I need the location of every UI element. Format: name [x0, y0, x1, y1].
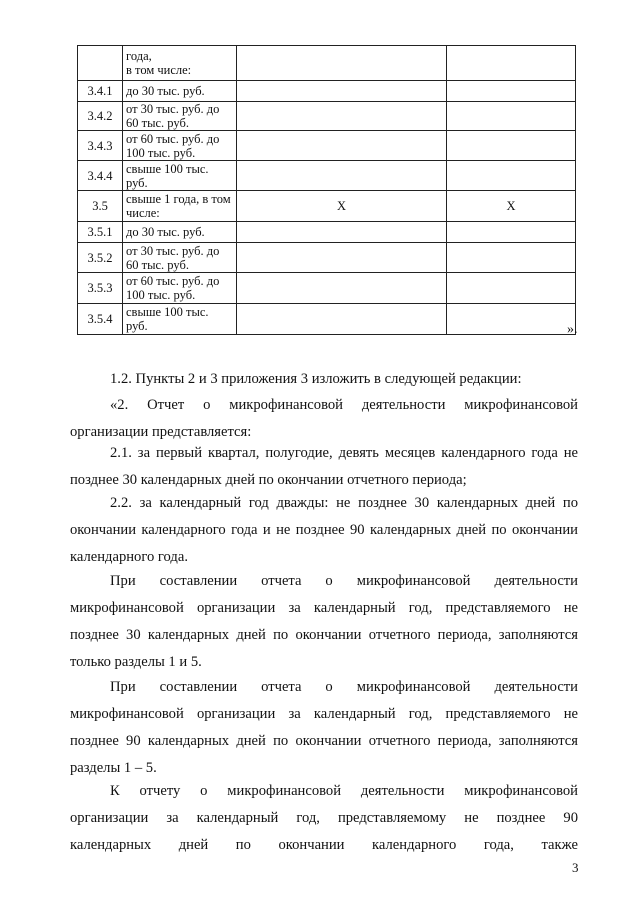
row-name-cell: от 30 тыс. руб. до 60 тыс. руб.	[123, 102, 237, 131]
row-name-cell: до 30 тыс. руб.	[123, 81, 237, 102]
value-cell-b	[447, 81, 576, 102]
row-number-cell: 3.5.2	[78, 243, 123, 273]
row-name-cell: от 60 тыс. руб. до 100 тыс. руб.	[123, 131, 237, 161]
value-cell-b	[447, 273, 576, 304]
text-line: позднее 30 календарных дней по окончании отчетного периода;	[70, 472, 467, 488]
paragraph-2-2	[70, 490, 578, 571]
page-number: 3	[572, 860, 579, 875]
row-number-cell: 3.4.2	[78, 102, 123, 131]
paragraph-attachment	[70, 778, 578, 859]
value-cell-b	[447, 46, 576, 81]
text-line: К отчету о микрофинансовой деятельности микрофинансовой	[110, 783, 578, 799]
paragraph-text: 1.2. Пункты 2 и 3 приложения 3 изложить в следующей редакции:	[110, 371, 522, 387]
text-line: микрофинансовой организации за календарный год, представляемого не	[70, 706, 578, 722]
paragraph-2	[70, 392, 578, 446]
text-line: позднее 30 календарных дней по окончании отчетного периода, заполняются	[70, 627, 578, 643]
table-row	[78, 243, 576, 273]
row-number-cell: 3.4.1	[78, 81, 123, 102]
table-row	[78, 222, 576, 243]
value-cell-a	[237, 222, 447, 243]
table-row	[78, 273, 576, 304]
row-number-cell	[78, 46, 123, 81]
text-line: разделы 1 – 5.	[70, 760, 157, 776]
value-cell-a	[237, 81, 447, 102]
text-line: При составлении отчета о микрофинансовой деятельности	[110, 573, 578, 589]
text-line: микрофинансовой организации за календарный год, представляемого не	[70, 600, 578, 616]
text-line: 2.2. за календарный год дважды: не позднее 30 календарных дней по	[110, 495, 578, 511]
table-row	[78, 131, 576, 161]
paragraph-1-2	[70, 366, 578, 393]
value-cell-a	[237, 102, 447, 131]
paragraph-2-1	[70, 440, 578, 494]
value-cell-b	[447, 304, 576, 335]
row-number-cell: 3.4.3	[78, 131, 123, 161]
value-cell-a	[237, 131, 447, 161]
table-row	[78, 102, 576, 131]
paragraph-annual-30	[70, 568, 578, 676]
value-cell-b: X	[447, 191, 576, 222]
table-body	[78, 46, 576, 335]
value-cell-b	[447, 243, 576, 273]
value-cell-b	[447, 131, 576, 161]
row-name-cell: года, в том числе:	[123, 46, 237, 81]
row-number-cell: 3.5	[78, 191, 123, 222]
closing-quote: ».	[567, 322, 578, 337]
value-cell-a: X	[237, 191, 447, 222]
row-number-cell: 3.5.4	[78, 304, 123, 335]
row-name-cell: от 60 тыс. руб. до 100 тыс. руб.	[123, 273, 237, 304]
text-line: календарного года.	[70, 549, 188, 565]
value-cell-b	[447, 102, 576, 131]
value-cell-a	[237, 304, 447, 335]
text-line: организации за календарный год, представляемому не позднее 90	[70, 810, 578, 826]
paragraph-annual-90	[70, 674, 578, 782]
text-line: «2. Отчет о микрофинансовой деятельности микрофинансовой	[110, 397, 578, 413]
table-row	[78, 304, 576, 335]
text-line: При составлении отчета о микрофинансовой деятельности	[110, 679, 578, 695]
value-cell-a	[237, 161, 447, 191]
row-number-cell: 3.4.4	[78, 161, 123, 191]
row-name-cell: свыше 100 тыс. руб.	[123, 304, 237, 335]
value-cell-a	[237, 46, 447, 81]
value-cell-a	[237, 243, 447, 273]
table-row	[78, 81, 576, 102]
text-line: календарных дней по окончании календарного года, также	[70, 837, 578, 853]
text-line: организации представляется:	[70, 424, 252, 440]
value-cell-b	[447, 222, 576, 243]
row-number-cell: 3.5.1	[78, 222, 123, 243]
text-line: 2.1. за первый квартал, полугодие, девять месяцев календарного года не	[110, 445, 578, 461]
report-table	[77, 45, 576, 335]
row-name-cell: до 30 тыс. руб.	[123, 222, 237, 243]
value-cell-b	[447, 161, 576, 191]
row-name-cell: свыше 100 тыс. руб.	[123, 161, 237, 191]
value-cell-a	[237, 273, 447, 304]
row-number-cell: 3.5.3	[78, 273, 123, 304]
row-name-cell: свыше 1 года, в том числе:	[123, 191, 237, 222]
table-row	[78, 46, 576, 81]
table-row	[78, 161, 576, 191]
text-line: позднее 90 календарных дней по окончании отчетного периода, заполняются	[70, 733, 578, 749]
table-row	[78, 191, 576, 222]
row-name-cell: от 30 тыс. руб. до 60 тыс. руб.	[123, 243, 237, 273]
text-line: окончании календарного года и не позднее 90 календарных дней по окончании	[70, 522, 578, 538]
text-line: только разделы 1 и 5.	[70, 654, 202, 670]
